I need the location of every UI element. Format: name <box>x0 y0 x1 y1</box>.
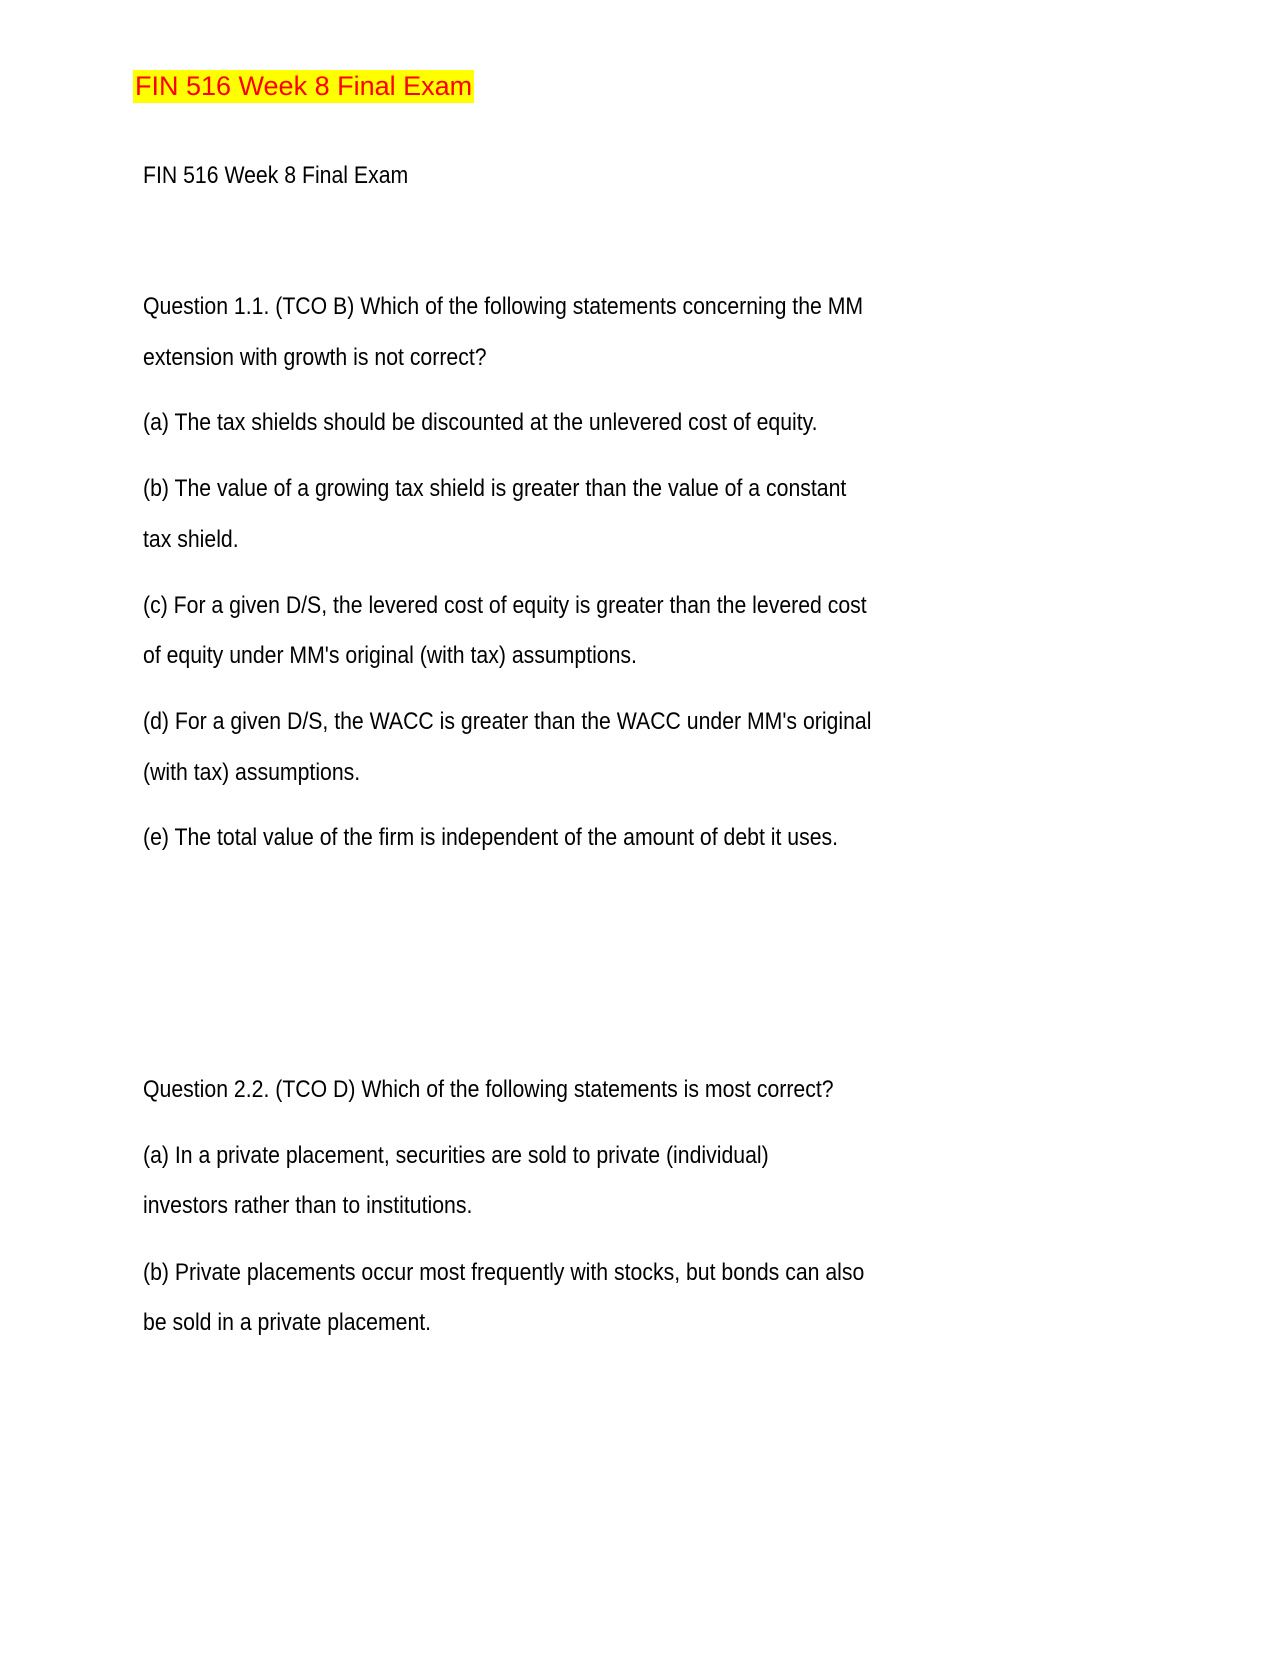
question-1-option-c-line-1: (c) For a given D/S, the levered cost of equity is greater than the levered cost <box>143 592 867 619</box>
question-2-prompt: Question 2.2. (TCO D) Which of the following statements is most correct? <box>143 1076 834 1103</box>
question-1-option-c-line-2: of equity under MM's original (with tax) assumptions. <box>143 642 637 669</box>
highlighted-title: FIN 516 Week 8 Final Exam <box>135 71 473 101</box>
question-1-option-e: (e) The total value of the firm is independent of the amount of debt it uses. <box>143 824 839 851</box>
question-1-option-b-line-2: tax shield. <box>143 526 239 553</box>
document-subtitle: FIN 516 Week 8 Final Exam <box>143 162 409 189</box>
question-2-option-b-line-2: be sold in a private placement. <box>143 1309 432 1336</box>
question-1-prompt-line-1: Question 1.1. (TCO B) Which of the following statements concerning the MM <box>143 293 864 320</box>
question-1-option-b-line-1: (b) The value of a growing tax shield is greater than the value of a constant <box>143 475 847 502</box>
question-2-option-a-line-2: investors rather than to institutions. <box>143 1192 473 1219</box>
question-2-option-a-line-1: (a) In a private placement, securities are sold to private (individual) <box>143 1142 769 1169</box>
question-1-option-d-line-2: (with tax) assumptions. <box>143 759 361 786</box>
question-1-option-d-line-1: (d) For a given D/S, the WACC is greater than the WACC under MM's original <box>143 708 872 735</box>
question-1-option-a: (a) The tax shields should be discounted at the unlevered cost of equity. <box>143 409 818 436</box>
question-2-option-b-line-1: (b) Private placements occur most frequently with stocks, but bonds can also <box>143 1259 865 1286</box>
question-1-prompt-line-2: extension with growth is not correct? <box>143 344 487 371</box>
